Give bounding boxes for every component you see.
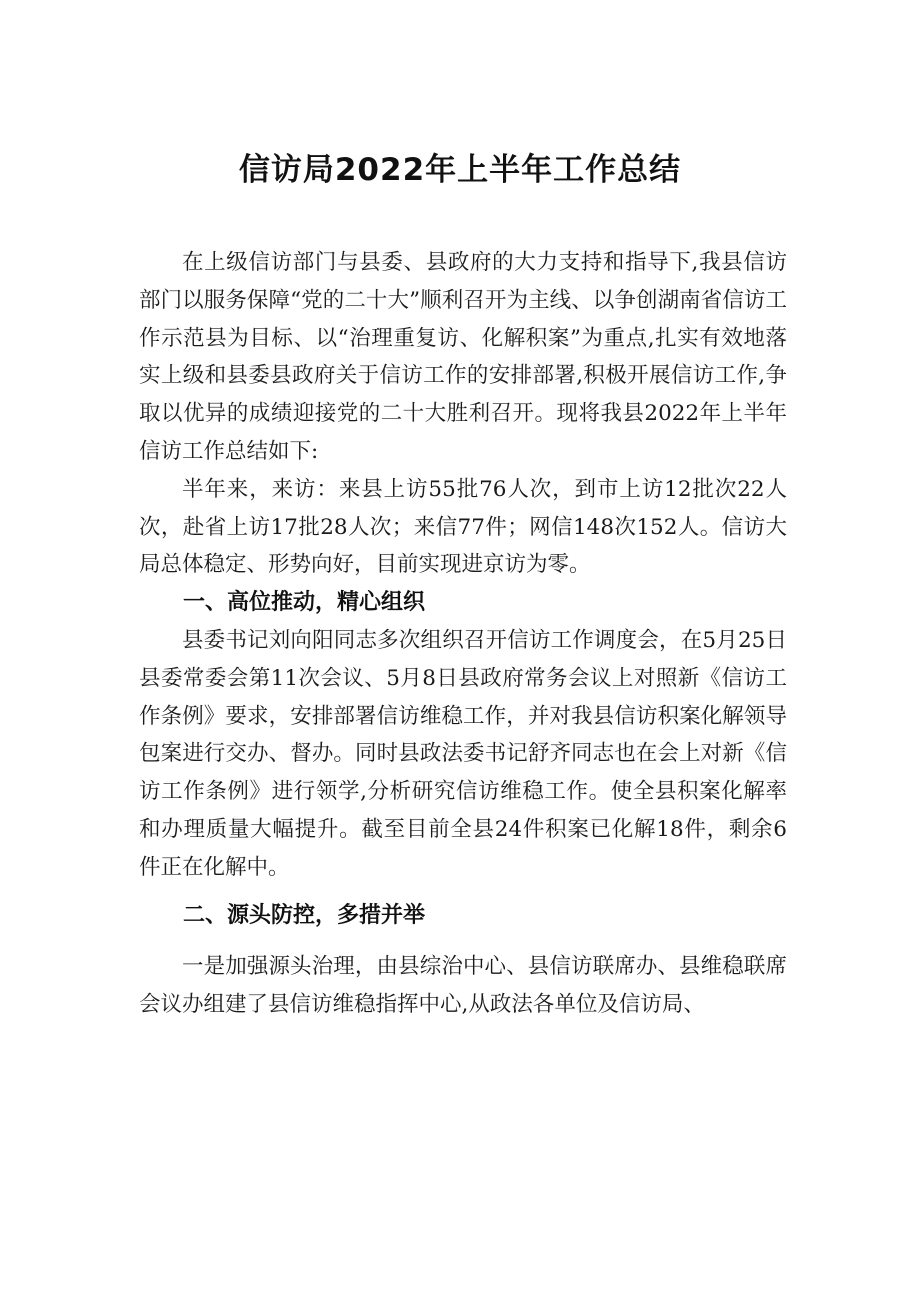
document-body: [139, 244, 787, 1024]
intro-paragraph: 在上级信访部门与县委、县政府的大力支持和指导下,我县信访部门以服务保障“党的二十大”顺利召开为主线、以争创湖南省信访工作示范县为目标、以“治理重复访、化解积案”为重点,扎实有效地落实上级和县委县政府关于信访工作的安排部署,积极开展信访工作,争取以优异的成绩迎接党的二十大胜利召开。现将我县2022年上半年信访工作总结如下:: [139, 250, 787, 464]
stats-paragraph: 半年来，来访：来县上访55批76人次，到市上访12批次22人次，赴省上访17批28人次；来信77件；网信148次152人。信访大局总体稳定、形势向好，目前实现进京访为零。: [139, 476, 787, 578]
document-title: 信访局2022年上半年工作总结: [238, 152, 682, 188]
section-paragraph-2: 一是加强源头治理，由县综治中心、县信访联席办、县维稳联席会议办组建了县信访维稳指挥中心,从政法各单位及信访局、: [139, 954, 787, 1018]
section-heading-2: 二、源头防控，多措并举: [183, 902, 426, 928]
section-heading-1: 一、高位推动，精心组织: [183, 590, 426, 616]
section-paragraph-1: 县委书记刘向阳同志多次组织召开信访工作调度会，在5月25日县委常委会第11次会议、5月8日县政府常务会议上对照新《信访工作条例》要求，安排部署信访维稳工作，并对我县信访积案化解领导包案进行交办、督办。同时县政法委书记舒齐同志也在会上对新《信访工作条例》进行领学,分析研究信访维稳工作。使全县积案化解率和办理质量大幅提升。截至目前全县24件积案已化解18件，剩余6件正在化解中。: [139, 627, 787, 880]
